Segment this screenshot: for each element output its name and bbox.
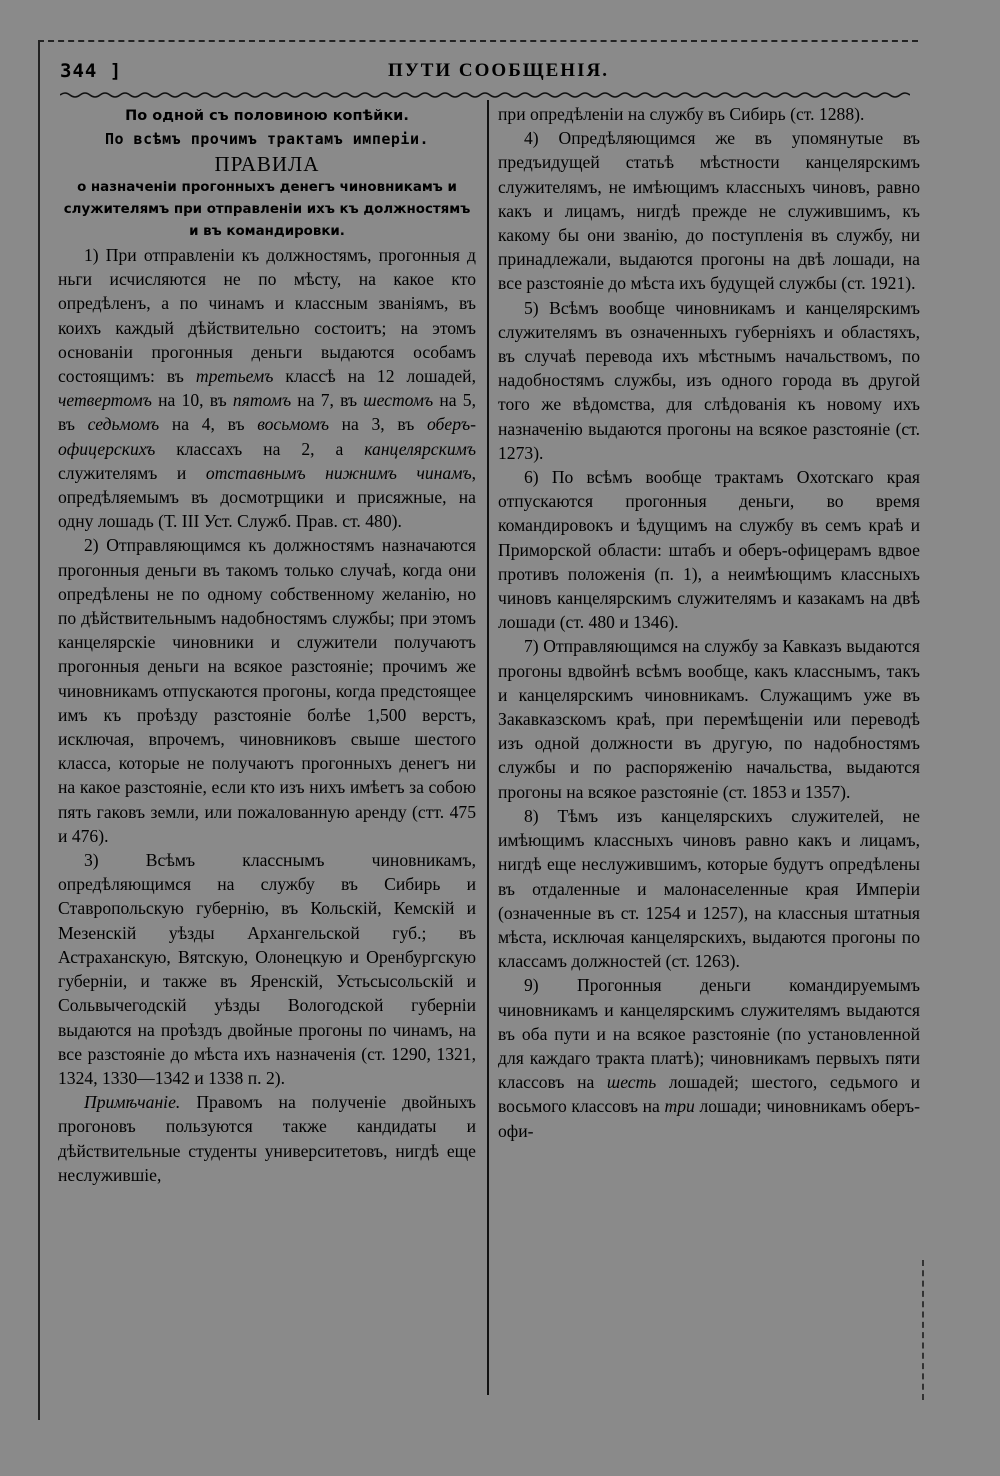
note-label: Примѣчаніе. (84, 1092, 181, 1113)
rule-paragraph-1: 1) При отправленіи къ должностямъ, прогонныя д ньги исчисляются не по мѣсту, на какое кто опредѣленъ, а по чинамъ и классным званіямъ, въ коихъ каждый дѣйствительно состоитъ; на этомъ основаніи прогонныя деньги выдаются особамъ состоящимъ: въ третьемъ классѣ на 12 лошадей, четвертомъ на 10, въ пятомъ на 7, въ шестомъ на 5, въ седьмомъ на 4, въ восьмомъ на 3, въ оберъ-офицерскихъ классахъ на 2, а канцелярскимъ служителямъ и отставнымъ нижнимъ чинамъ, опредѣляемымъ въ досмотрщики и присяжные, на одну лошадь (Т. III Уст. Служб. Прав. ст. 480). (58, 245, 476, 532)
left-column (58, 105, 476, 1187)
rule-paragraph-3: 3) Всѣмъ класснымъ чиновникамъ, опредѣляющимся на службу въ Сибирь и Ставропольскую губернію, въ Кольскій, Кемскій и Мезенскій уѣзды Архангельской губ.; въ Астраханскую, Вятскую, Олонецкую и Оренбургскую губерніи, и также въ Яренскій, Устьсысольскій и Сольвычегодскій уѣзды Вологодской губерніи выдаются на проѣздъ двойные прогоны по чинамъ, на все разстояніе до мѣста ихъ назначенія (ст. 1290, 1321, 1324, 1330—1342 и 1338 п. 2). (58, 850, 476, 1088)
note-paragraph: Примѣчаніе. Правомъ на полученіе двойныхъ прогоновъ пользуются также кандидаты и дѣйствительные студенты университетовъ, нигдѣ еще неслужившіе, (58, 1092, 476, 1185)
running-title: ПУТИ СООБЩЕНІЯ. (388, 60, 609, 81)
rule-paragraph-4: 4) Опредѣляющимся же въ упомянутые въ предъидущей статьѣ мѣстности канцелярскимъ служителямъ, не имѣющимъ классныхъ чиновъ, равно какъ и лицамъ, нигдѣ прежде не служившимъ, къ какому бы они званію, до поступленія въ службу, ни принадлежали, выдаются прогоны на двѣ лошади, на все разстояніе до мѣста ихъ будущей службы (ст. 1921). (498, 128, 920, 294)
page-header (40, 58, 940, 90)
tariff-line-2: По всѣмъ прочимъ трактамъ имперіи. (104, 130, 430, 148)
continuation-paragraph: при опредѣленіи на службу въ Сибирь (ст. 1288). (498, 104, 865, 124)
rule-paragraph-7: 7) Отправляющимся на службу за Кавказъ выдаются прогоны вдвойнѣ всѣмъ вообще, какъ класснымъ, такъ и канцелярскимъ чиновникамъ. Служащимъ уже въ Закавказскомъ краѣ, при перемѣщеніи или переводѣ изъ одной должности въ другую, по надобностямъ службы и по распоряженію начальства, выдаются прогоны на всякое разстояніе (ст. 1853 и 1357). (498, 636, 920, 802)
right-column (498, 102, 920, 1143)
page-frame-left (38, 40, 40, 1420)
page-frame-top (38, 40, 918, 42)
rule-paragraph-8: 8) Тѣмъ изъ канцелярскихъ служителей, не имѣющимъ классныхъ чиновъ равно какъ и лицамъ, нигдѣ еще неслужившимъ, которые будутъ опредѣлены въ отдаленные и малонаселенные края Имперіи (означенные въ ст. 1254 и 1257), на классныя штатныя мѣста, исключая канцелярскихъ, выдаются прогоны по классамъ должностей (ст. 1263). (498, 805, 920, 972)
rules-title: ПРАВИЛА (214, 152, 320, 176)
rule-paragraph-2: 2) Отправляющимся къ должностямъ назначаются прогонныя деньги въ такомъ только случаѣ, когда они опредѣлены не по одному собственному желанію, но по дѣйствительнымъ надобностямъ службы; при этомъ канцелярскіе чиновники и служители получаютъ прогонныя деньги на всякое разстояніе; прочимъ же чиновникамъ отпускаются прогоны, когда предстоящее имъ къ проѣзду разстояніе болѣе 1,500 верстъ, исключая, впрочемъ, чиновниковъ свыше шестого класса, которые не получаютъ прогонныхъ денегъ ни на какое разстояніе, если кто изъ нихъ имѣетъ за собою пять гаковъ земли, или пожалованную аренду (стт. 475 и 476). (58, 535, 476, 846)
rule-paragraph-9: 9) Прогонныя деньги командируемымъ чиновникамъ и канцелярскимъ служителямъ выдаются въ оба пути и на всякое разстояніе (по установленной для каждаго тракта платѣ); чиновникамъ первыхъ пяти классовъ на шесть лошадей; шестого, седьмого и восьмого классовъ на три лошади; чиновникамъ оберъ-офи- (498, 975, 920, 1141)
tariff-line-1: По одной съ половиною копѣйки. (125, 108, 409, 124)
margin-dash (922, 1260, 924, 1400)
header-wavy-rule (60, 91, 910, 99)
rule-paragraph-6: 6) По всѣмъ вообще трактамъ Охотскаго края отпускаются прогонныя деньги, во время командировокъ и ѣдущимъ на службу въ семъ краѣ и Приморской области: штабъ и оберъ-офицерамъ вдвое противъ положенія (п. 1), а неимѣющимъ классныхъ чиновъ канцелярскимъ служителямъ и казакамъ на двѣ лошади (ст. 480 и 1346). (498, 467, 920, 633)
page-number: 344 ] (60, 60, 123, 82)
column-divider (487, 100, 489, 1395)
rule-paragraph-5: 5) Всѣмъ вообще чиновникамъ и канцелярскимъ служителямъ въ означенныхъ губерніяхъ и областяхъ, въ случаѣ перевода ихъ мѣстнымъ начальствомъ, по надобностямъ службы, изъ одного города въ другой того же вѣдомства, для слѣдованія къ новому ихъ назначенію выдаются прогоны на всякое разстояніе (ст. 1273). (498, 297, 920, 463)
rules-subtitle: о назначеніи прогонныхъ денегъ чиновникамъ и служителямъ при отправленіи ихъ къ должностямъ и въ командировки. (63, 180, 471, 239)
